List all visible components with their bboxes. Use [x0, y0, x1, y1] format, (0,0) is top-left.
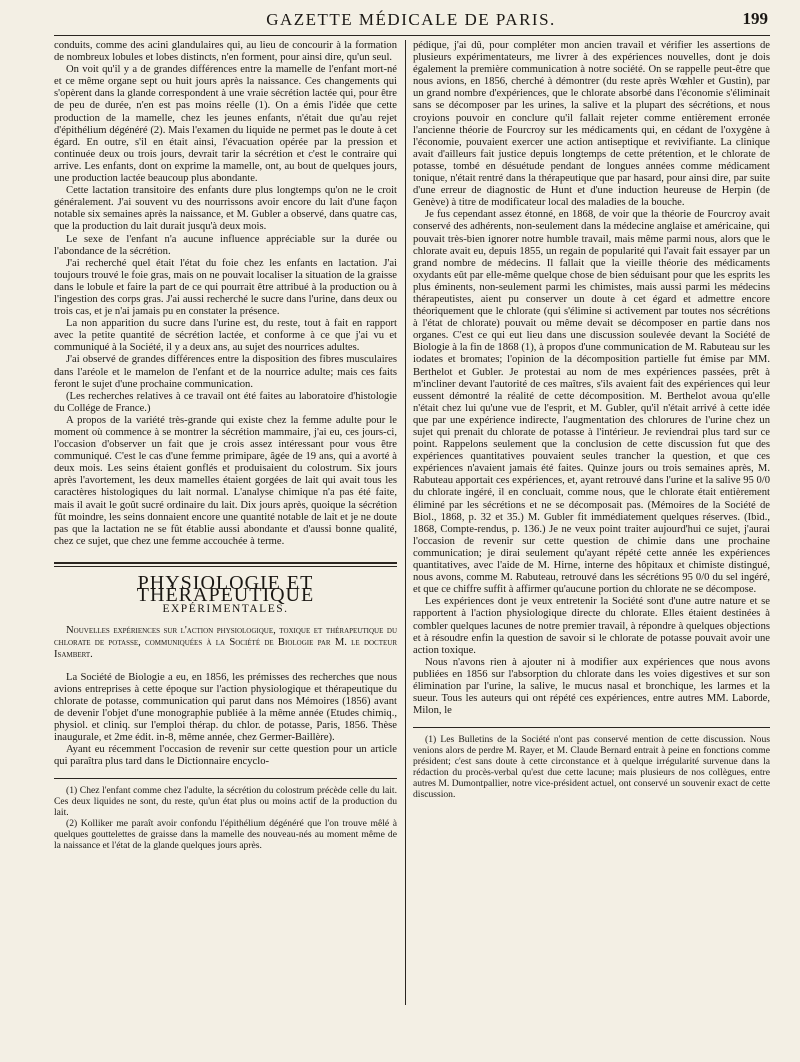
footnote-rule [54, 778, 397, 779]
footnote: (2) Kolliker me paraît avoir confondu l'épithélium dégénéré que l'on trouve mêlé à quelques gouttelettes de graisse dans la mamelle des nouveau-nés au moment même de la naissance et l'état de la glande quelques jours après. [54, 818, 397, 852]
paragraph: Je fus cependant assez étonné, en 1868, de voir que la théorie de Fourcroy avait conservé des adhérents, non-seulement dans la médecine anglaise et américaine, qui pouvait très-bien ignorer notre humble travail, mais même parmi nous, alors que le chlorate avait eu, depuis 1855, un regain de popularité qui l'avait fait essayer par un grand nombre de médecins. Il fallait que la vieille théorie des médicaments oxydants eût par elle-même quelque chose de bien séduisant pour que les esprits les plus éminents, non-seulement parmi les chimistes, mais aussi parmi les médecins thérapeutistes, aient pu conserver un doute à cet égard et admettre encore théoriquement que le chlorate (qui s'élimine si activement par toutes nos sécrétions à l'état de chlorate) pouvait ou même devait se décomposer en partie dans nos organes. C'est ce qui eut lieu dans une discussion soulevée devant la Société de Biologie à la fin de 1868 (1), à propos d'une communication de M. Rabuteau sur les iodates et bromates; l'opinion de la décomposition partielle fut émise par MM. Berthelot et Gubler. Je protestai au nom de mes expériences passées, prêt à m'incliner devant l'autorité de ces maîtres, s'ils avaient fait des expériences qui leur eussent démontré la réalité de cette décomposition. M. Berthelot avoua qu'elle n'était chez lui qu'une vue de l'esprit, et M. Gubler, qu'il n'était arrivé à cette idée que par une expérience indirecte, l'augmentation des chlorures de l'urine chez un sujet qui prenait du chlorate de potasse à l'intérieur. Je reviendrai plus tard sur ce point. Rappelons seulement que la conclusion de cette discussion fut que des expériences quantitatives pouvaient seules trancher la question, et que ces expériences n'avaient jamais été faites. Quinze jours ou trois semaines après, M. Rabuteau apportait ces expériences, et, ayant retrouvé dans l'urine et la salive 95 0/0 du chlorate ingéré, il en concluait, comme nous, que le chlorate était entièrement éliminé par les sécrétions et ne se décomposait pas. (Mémoires de la Société de Biol., 1868, p. 32 et 35.) M. Gubler fit immédiatement quelques réserves. (Ibid., 1868, Compte-rendus, p. 136.) Je ne veux point traiter aujourd'hui ce sujet, j'aurai l'occasion de revenir sur cette question de chimie dans une prochaine communication; je dirai seulement qu'ayant répété cette année les expériences quantitatives, avec l'aide de M. Hirne, interne des hôpitaux et chimiste distingué, nous avons, comme M. Rabuteau, retrouvé dans les sécrétions 95 0/0 du sel ingéré, et que ce chiffre suffit à affirmer qu'aucune portion du chlorate ne se décompose. [413, 209, 770, 596]
section-rule [54, 562, 397, 564]
paragraph: A propos de la variété très-grande qui existe chez la femme adulte pour le moment où commence à se montrer la sécrétion mammaire, j'ai eu, ces jours-ci, l'occasion d'observer un fait que je crois assez intéressant pour vous être communiqué. C'est le cas d'une femme primipare, âgée de 19 ans, qui a avorté à deux mois. Les seins étaient gonflés et produisaient du colostrum. Six jours après l'avortement, les deux mamelles étaient gorgées de lait qui avait tous les caractères histologiques du lait normal. L'analyse chimique n'a pas été faite, mais il avait le goût sucré ordinaire du lait. Dix jours après, quoique la sécrétion fût moindre, les seins donnaient encore une quantité notable de lait et je ne doute pas que la lactation ne se fût établie aussi abondante et d'aussi bonne qualité, chez ce sujet, que chez une femme accouchée à terme. [54, 414, 397, 547]
paragraph: Ayant eu récemment l'occasion de revenir sur cette question pour un article qui paraîtra plus tard dans le Dictionnaire encyclo- [54, 744, 397, 768]
paragraph: La Société de Biologie a eu, en 1856, les prémisses des recherches que nous avions entreprises à cette époque sur l'action physiologique et thérapeutique du chlorate de potasse, communication qui parut dans nos Mémoires (1856) avant de devenir l'objet d'une monographie publiée à la même année (Etudes chimiq., physiol. et cliniq. sur l'emploi thérap. du chlor. de potasse, Paris, 1856. Thèse inaugurale, et 2me édit. in-8, même année, chez Germer-Baillère). [54, 671, 397, 743]
paragraph: La non apparition du sucre dans l'urine est, du reste, tout à fait en rapport avec la petite quantité de sécrétion lactée, et conforme à ce que j'ai vu et communiqué à la Société, il y a deux ans, au sujet des nourrices adultes. [54, 318, 397, 354]
paragraph: J'ai observé de grandes différences entre la disposition des fibres musculaires dans l'aréole et le mamelon de l'enfant et de la nourrice adulte; mais ces faits feront le sujet d'une prochaine communication. [54, 354, 397, 390]
paragraph: Le sexe de l'enfant n'a aucune influence appréciable sur la durée ou l'abondance de la sécrétion. [54, 233, 397, 257]
paragraph: pédique, j'ai dû, pour compléter mon ancien travail et vérifier les assertions de plusieurs expérimentateurs, me livrer à des expériences nouvelles, dont je dois également la première communication à notre société. On se rappelle peut-être que nous avions, en 1856, cherché à démontrer (du reste après Wœhler et Gustin), par un grand nombre d'expériences, que le chlorate absorbé dans l'économie s'éliminait sans se décomposer par les urines, la salive et la plupart des sécrétions, et nous croyions pouvoir en conclure qu'il fallait rejeter comme entièrement erronée l'ancienne théorie de Fourcroy sur les médicaments qui, en cédant de l'oxygène à l'économie, pouvaient exercer une action antiseptique et revivifiante. La clinique avait d'ailleurs fait justice depuis longtemps de cette prétention, et le chlorate de potasse, tombé en désuétude pendant de longues années comme médicament tonique, n'était rentré dans la thérapeutique que par hasard, pour ainsi dire, par suite d'une erreur de diagnostic de Hunt et d'une induction heureuse de Herpin (de Genève) à titre de modificateur local des maladies de la bouche. [413, 40, 770, 209]
header-rule [54, 35, 770, 36]
article-heading: Nouvelles expériences sur l'action physiologique, toxique et thérapeutique du chlorate de potasse, communiquées à la Société de Biologie par M. le docteur Isambert. [54, 625, 397, 661]
paragraph: conduits, comme des acini glandulaires qui, au lieu de concourir à la formation de nombreux lobules et lobes distincts, n'en forment, pour ainsi dire, qu'un seul. [54, 40, 397, 64]
paragraph: J'ai recherché quel était l'état du foie chez les enfants en lactation. J'ai toujours trouvé le foie gras, mais on ne pouvait localiser la situation de la graisse dans le lobule et faire la part de ce qui pourrait être attribué à la production ou à l'ingestion des corps gras. J'ai aussi recherché le sucre dans l'urine, dans deux ou trois cas, et je n'ai jamais pu en constater la présence. [54, 257, 397, 318]
paragraph: (Les recherches relatives à ce travail ont été faites au laboratoire d'histologie du Collége de France.) [54, 390, 397, 414]
section-title: PHYSIOLOGIE ET THÉRAPEUTIQUE [136, 571, 315, 607]
paragraph: On voit qu'il y a de grandes différences entre la mamelle de l'enfant mort-né et ce même organe sept ou huit jours après la naissance. Ces changements qui s'opèrent dans la glande correspondent à une vraie sécrétion lactée qui, pour être de peu de durée, n'en est pas moins réelle (1). On a émis l'idée que cette production de la mamelle, chez les jeunes enfants, n'était due qu'au rejet d'épithélium dégénéré (2). Mais l'examen du liquide ne permet pas le doute à cet égard. En outre, s'il en était ainsi, l'évacuation opérée par la pression et continuée deux ou trois jours, devrait tarir la sécrétion et c'est le contraire qui arrive. Les enfants, dont on exprime la mamelle, ont, au bout de quelques jours, une production lactée beaucoup plus abondante. [54, 64, 397, 185]
footnote: (1) Les Bulletins de la Société n'ont pas conservé mention de cette discussion. Nous venions alors de perdre M. Rayer, et M. Claude Bernard entrait à peine en fonctions comme président; c'est sans doute à cette circonstance et à quelque irrégularité survenue dans la rédaction du procès-verbal qu'est due cette lacune; mais plusieurs de nos collègues, entre autres M. Dumontpallier, notre vice-président actuel, ont conservé un souvenir exact de cette discussion. [413, 734, 770, 801]
column-separator [405, 40, 406, 1005]
section-rule [54, 566, 397, 567]
right-column [413, 40, 770, 800]
paragraph: Nous n'avons rien à ajouter ni à modifier aux expériences que nous avons publiées en 1856 sur l'absorption du chlorate dans les voies digestives et sur son élimination par l'urine, la salive, le mucus nasal et bronchique, les larmes et la sueur. Tous les auteurs qui ont répété ces expériences, entre autres MM. Laborde, Milon, le [413, 656, 770, 717]
paragraph: Cette lactation transitoire des enfants dure plus longtemps qu'on ne le croit généralement. J'ai souvent vu des nourrissons avoir encore du lait d'une façon notable six semaines après la naissance, et M. Gubler a observé, dans quatre cas, que la production du lait durait jusqu'à deux mois. [54, 185, 397, 233]
page-header [54, 10, 768, 34]
footnote: (1) Chez l'enfant comme chez l'adulte, la sécrétion du colostrum précède celle du lait. Ces deux liquides ne sont, du reste, qu'un état plus ou moins actif de la production du lait. [54, 785, 397, 819]
journal-title: GAZETTE MÉDICALE DE PARIS. [266, 10, 556, 29]
section-subtitle: EXPÉRIMENTALES. [162, 603, 289, 616]
left-column [54, 40, 397, 851]
footnote-rule [413, 727, 770, 728]
paragraph: Les expériences dont je veux entretenir la Société sont d'une autre nature et se rapportent à l'action physiologique directe du chlorate. Elles étaient destinées à combler quelques lacunes de notre premier travail, à répondre à quelques objections et à résoudre enfin la question de savoir si le chlorate de potasse pouvait avoir une action toxique. [413, 596, 770, 656]
page-number: 199 [742, 9, 768, 28]
